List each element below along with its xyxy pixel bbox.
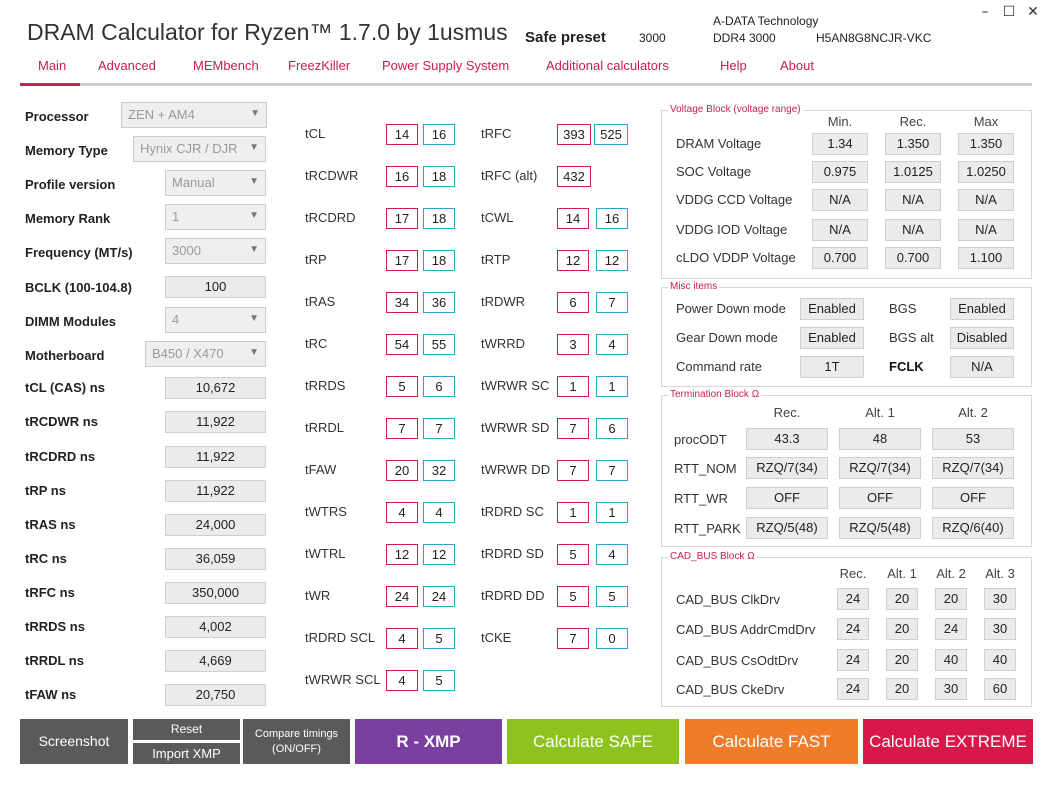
cad-bus-value[interactable]: 24 bbox=[935, 618, 967, 640]
tab-about[interactable]: About bbox=[780, 58, 814, 73]
termination-row-label: RTT_WR bbox=[674, 491, 728, 506]
voltage-row-label: DRAM Voltage bbox=[676, 136, 762, 151]
cad-bus-block-title: CAD_BUS Block Ω bbox=[670, 551, 755, 562]
cad-bus-header-0: Rec. bbox=[839, 566, 867, 581]
timing-tfaw-value[interactable]: 20 bbox=[386, 460, 418, 481]
memory-rank-select[interactable] bbox=[165, 204, 266, 230]
cad-bus-value[interactable]: 24 bbox=[837, 678, 869, 700]
termination-value[interactable]: OFF bbox=[746, 487, 828, 509]
voltage-value[interactable]: 1.0250 bbox=[958, 161, 1014, 183]
voltage-value[interactable]: 0.700 bbox=[885, 247, 941, 269]
voltage-value[interactable]: N/A bbox=[812, 219, 868, 241]
termination-value[interactable]: 53 bbox=[932, 428, 1014, 450]
timing-tcwl-alt-value[interactable]: 16 bbox=[596, 208, 628, 229]
timing-twrrd-label: tWRRD bbox=[481, 336, 526, 351]
chevron-down-icon: ▼ bbox=[249, 347, 259, 358]
termination-row-label: RTT_PARK bbox=[674, 521, 741, 536]
memory-rank-value: 1 bbox=[172, 209, 180, 224]
timing-trrdl-alt-value[interactable]: 7 bbox=[423, 418, 455, 439]
chevron-down-icon: ▼ bbox=[249, 210, 259, 221]
timing-tfaw-label: tFAW bbox=[305, 462, 337, 477]
trfc-ns-value: 350,000 bbox=[165, 582, 266, 604]
termination-header-2: Alt. 2 bbox=[958, 405, 988, 420]
cad-bus-value[interactable]: 30 bbox=[984, 588, 1016, 610]
trrdl-ns-label: tRRDL ns bbox=[25, 653, 84, 668]
timing-tras-label: tRAS bbox=[305, 294, 336, 309]
reset-button[interactable]: Reset bbox=[133, 719, 240, 740]
timing-tcke-label: tCKE bbox=[481, 630, 512, 645]
misc-label: BGS bbox=[889, 301, 917, 316]
timing-trdwr-value[interactable]: 6 bbox=[557, 292, 589, 313]
termination-value[interactable]: RZQ/5(48) bbox=[839, 517, 921, 539]
timing-tras-value[interactable]: 34 bbox=[386, 292, 418, 313]
misc-label: Command rate bbox=[676, 359, 762, 374]
memory-part-number: H5AN8G8NCJR-VKC bbox=[816, 31, 932, 45]
timing-twrwr-sc-alt-value[interactable]: 1 bbox=[596, 376, 628, 397]
cad-bus-row-label: CAD_BUS CkeDrv bbox=[676, 682, 785, 697]
timing-trtp-label: tRTP bbox=[481, 252, 511, 267]
cad-bus-value[interactable]: 20 bbox=[886, 588, 918, 610]
timing-twtrs-value[interactable]: 4 bbox=[386, 502, 418, 523]
processor-value: ZEN + AM4 bbox=[128, 107, 195, 122]
timing-trcdrd-alt-value[interactable]: 18 bbox=[423, 208, 455, 229]
compare-timings-button[interactable] bbox=[243, 719, 350, 764]
motherboard-value: B450 / X470 bbox=[152, 346, 224, 361]
trrds-ns-label: tRRDS ns bbox=[25, 619, 85, 634]
timing-tras-alt-value[interactable]: 36 bbox=[423, 292, 455, 313]
misc-value[interactable]: Enabled bbox=[800, 327, 864, 349]
memory-type-label: Memory Type bbox=[25, 143, 108, 158]
termination-header-1: Alt. 1 bbox=[865, 405, 895, 420]
timing-tcl-alt-value[interactable]: 16 bbox=[423, 124, 455, 145]
voltage-value[interactable]: 1.100 bbox=[958, 247, 1014, 269]
timing-trdrd-scl-label: tRDRD SCL bbox=[305, 630, 376, 645]
trc-ns-value: 36,059 bbox=[165, 548, 266, 570]
maximize-icon[interactable]: ☐ bbox=[1002, 4, 1016, 20]
cad-bus-value[interactable]: 24 bbox=[837, 618, 869, 640]
frequency-mt-s-select[interactable] bbox=[165, 238, 266, 264]
voltage-row-label: VDDG CCD Voltage bbox=[676, 192, 793, 207]
misc-value[interactable]: N/A bbox=[950, 356, 1014, 378]
compare-timings-state: (ON/OFF) bbox=[272, 743, 321, 755]
processor-label: Processor bbox=[25, 109, 89, 124]
misc-value[interactable]: Enabled bbox=[800, 298, 864, 320]
timing-trdrd-dd-alt-value[interactable]: 5 bbox=[596, 586, 628, 607]
timing-twrwr-sd-label: tWRWR SD bbox=[481, 420, 550, 435]
termination-value[interactable]: RZQ/7(34) bbox=[839, 457, 921, 479]
timing-trrds-alt-value[interactable]: 6 bbox=[423, 376, 455, 397]
timing-tfaw-alt-value[interactable]: 32 bbox=[423, 460, 455, 481]
tras-ns-label: tRAS ns bbox=[25, 517, 76, 532]
cad-bus-header-2: Alt. 2 bbox=[936, 566, 966, 581]
timing-trdrd-dd-label: tRDRD DD bbox=[481, 588, 545, 603]
timing-twr-value[interactable]: 24 bbox=[386, 586, 418, 607]
r-xmp-button[interactable]: R - XMP bbox=[355, 719, 502, 764]
timing-trp-alt-value[interactable]: 18 bbox=[423, 250, 455, 271]
memory-vendor: A-DATA Technology bbox=[713, 14, 819, 28]
tab-main[interactable]: Main bbox=[38, 58, 67, 73]
timing-tcl-value[interactable]: 14 bbox=[386, 124, 418, 145]
timing-trfc-alt-value[interactable]: 432 bbox=[557, 166, 591, 187]
tcl-cas-ns-label: tCL (CAS) ns bbox=[25, 380, 105, 395]
voltage-value[interactable]: 1.350 bbox=[958, 133, 1014, 155]
timing-twrwr-sc-value[interactable]: 1 bbox=[557, 376, 589, 397]
timing-trdwr-alt-value[interactable]: 7 bbox=[596, 292, 628, 313]
timing-tcke-alt-value[interactable]: 0 bbox=[596, 628, 628, 649]
termination-row-label: RTT_NOM bbox=[674, 461, 737, 476]
calculate-safe-button[interactable]: Calculate SAFE bbox=[507, 719, 679, 764]
motherboard-select[interactable] bbox=[145, 341, 266, 367]
misc-block-title: Misc items bbox=[670, 281, 718, 292]
timing-trdrd-scl-alt-value[interactable]: 5 bbox=[423, 628, 455, 649]
voltage-value[interactable]: 1.350 bbox=[885, 133, 941, 155]
processor-select[interactable] bbox=[121, 102, 267, 128]
timing-trdrd-sc-value[interactable]: 1 bbox=[557, 502, 589, 523]
timing-twtrs-alt-value[interactable]: 4 bbox=[423, 502, 455, 523]
calculate-fast-button[interactable]: Calculate FAST bbox=[685, 719, 858, 764]
screenshot-button[interactable]: Screenshot bbox=[20, 719, 128, 764]
timing-trp-value[interactable]: 17 bbox=[386, 250, 418, 271]
timing-twr-label: tWR bbox=[305, 588, 331, 603]
voltage-value[interactable]: N/A bbox=[885, 189, 941, 211]
chevron-down-icon: ▼ bbox=[249, 244, 259, 255]
timing-trcdrd-value[interactable]: 17 bbox=[386, 208, 418, 229]
timing-tcwl-value[interactable]: 14 bbox=[557, 208, 589, 229]
cad-bus-value[interactable]: 30 bbox=[984, 618, 1016, 640]
timing-twrwr-dd-value[interactable]: 7 bbox=[557, 460, 589, 481]
frequency-mt-s-value: 3000 bbox=[172, 243, 201, 258]
voltage-header-0: Min. bbox=[827, 114, 853, 129]
trrdl-ns-value: 4,669 bbox=[165, 650, 266, 672]
termination-value[interactable]: RZQ/5(48) bbox=[746, 517, 828, 539]
profile-version-label: Profile version bbox=[25, 177, 116, 192]
tfaw-ns-value: 20,750 bbox=[165, 684, 266, 706]
voltage-row-label: SOC Voltage bbox=[676, 164, 752, 179]
timing-trdrd-sd-value[interactable]: 5 bbox=[557, 544, 589, 565]
cad-bus-value[interactable]: 40 bbox=[984, 649, 1016, 671]
timing-trdrd-scl-value[interactable]: 4 bbox=[386, 628, 418, 649]
memory-ddr: DDR4 3000 bbox=[713, 31, 776, 45]
memory-rank-label: Memory Rank bbox=[25, 211, 111, 226]
timing-twtrs-label: tWTRS bbox=[305, 504, 347, 519]
timing-trcdrd-label: tRCDRD bbox=[305, 210, 356, 225]
timing-trdwr-label: tRDWR bbox=[481, 294, 526, 309]
dimm-modules-label: DIMM Modules bbox=[25, 314, 116, 329]
trfc-ns-label: tRFC ns bbox=[25, 585, 75, 600]
timing-trfc-alt-value[interactable]: 525 bbox=[594, 124, 628, 145]
calculate-extreme-button[interactable]: Calculate EXTREME bbox=[863, 719, 1033, 764]
tab-power-supply-system[interactable]: Power Supply System bbox=[382, 58, 510, 73]
chevron-down-icon: ▼ bbox=[250, 108, 260, 119]
close-icon[interactable]: ✕ bbox=[1027, 4, 1039, 20]
timing-trtp-value[interactable]: 12 bbox=[557, 250, 589, 271]
timing-trc-value[interactable]: 54 bbox=[386, 334, 418, 355]
cad-bus-value[interactable]: 30 bbox=[935, 678, 967, 700]
timing-twrwr-dd-label: tWRWR DD bbox=[481, 462, 551, 477]
tab-advanced[interactable]: Advanced bbox=[98, 58, 156, 73]
timing-twrwr-scl-label: tWRWR SCL bbox=[305, 672, 381, 687]
chevron-down-icon: ▼ bbox=[249, 142, 259, 153]
memory-type-select[interactable] bbox=[133, 136, 266, 162]
timing-trcdwr-label: tRCDWR bbox=[305, 168, 359, 183]
misc-label: Gear Down mode bbox=[676, 330, 778, 345]
timing-twrrd-value[interactable]: 3 bbox=[557, 334, 589, 355]
cad-bus-value[interactable]: 20 bbox=[886, 618, 918, 640]
misc-label: BGS alt bbox=[889, 330, 934, 345]
misc-label: Power Down mode bbox=[676, 301, 786, 316]
voltage-value[interactable]: 0.700 bbox=[812, 247, 868, 269]
misc-label: FCLK bbox=[889, 359, 924, 374]
timing-twrwr-sd-alt-value[interactable]: 6 bbox=[596, 418, 628, 439]
trp-ns-value: 11,922 bbox=[165, 480, 266, 502]
tab-membench[interactable]: MEMbench bbox=[193, 58, 259, 73]
termination-value[interactable]: RZQ/7(34) bbox=[746, 457, 828, 479]
cad-bus-row-label: CAD_BUS CsOdtDrv bbox=[676, 653, 799, 668]
voltage-value[interactable]: N/A bbox=[885, 219, 941, 241]
cad-bus-value[interactable]: 24 bbox=[837, 649, 869, 671]
trcdwr-ns-label: tRCDWR ns bbox=[25, 414, 98, 429]
timing-tcl-label: tCL bbox=[305, 126, 326, 141]
trcdwr-ns-value: 11,922 bbox=[165, 411, 266, 433]
trrds-ns-value: 4,002 bbox=[165, 616, 266, 638]
timing-trdrd-sd-label: tRDRD SD bbox=[481, 546, 544, 561]
motherboard-label: Motherboard bbox=[25, 348, 105, 363]
timing-trtp-alt-value[interactable]: 12 bbox=[596, 250, 628, 271]
timing-trfc-value[interactable]: 393 bbox=[557, 124, 591, 145]
termination-value[interactable]: OFF bbox=[839, 487, 921, 509]
timing-trrdl-value[interactable]: 7 bbox=[386, 418, 418, 439]
app-title: DRAM Calculator for Ryzen™ 1.7.0 by 1usmus bbox=[27, 19, 508, 45]
cad-bus-value[interactable]: 40 bbox=[935, 649, 967, 671]
timing-twrwr-sd-value[interactable]: 7 bbox=[557, 418, 589, 439]
termination-value[interactable]: RZQ/7(34) bbox=[932, 457, 1014, 479]
termination-value[interactable]: RZQ/6(40) bbox=[932, 517, 1014, 539]
timing-trrdl-label: tRRDL bbox=[305, 420, 345, 435]
termination-value[interactable]: OFF bbox=[932, 487, 1014, 509]
timing-trcdwr-alt-value[interactable]: 18 bbox=[423, 166, 455, 187]
chevron-down-icon: ▼ bbox=[249, 176, 259, 187]
termination-row-label: procODT bbox=[674, 432, 727, 447]
cad-bus-header-1: Alt. 1 bbox=[887, 566, 917, 581]
timing-twtrl-alt-value[interactable]: 12 bbox=[423, 544, 455, 565]
trcdrd-ns-label: tRCDRD ns bbox=[25, 449, 96, 464]
nav-divider bbox=[20, 83, 1032, 86]
voltage-value[interactable]: 1.0125 bbox=[885, 161, 941, 183]
termination-block-title: Termination Block Ω bbox=[670, 389, 760, 400]
timing-tcwl-label: tCWL bbox=[481, 210, 514, 225]
timing-twrwr-sc-label: tWRWR SC bbox=[481, 378, 550, 393]
trp-ns-label: tRP ns bbox=[25, 483, 66, 498]
bclk-100-104-8-label: BCLK (100-104.8) bbox=[25, 280, 132, 295]
misc-value[interactable]: Enabled bbox=[950, 298, 1014, 320]
dimm-modules-select[interactable] bbox=[165, 307, 266, 333]
timing-twrwr-scl-alt-value[interactable]: 5 bbox=[423, 670, 455, 691]
bclk-100-104-8-input[interactable]: 100 bbox=[165, 276, 266, 298]
voltage-block-title: Voltage Block (voltage range) bbox=[670, 104, 801, 115]
timing-tcke-value[interactable]: 7 bbox=[557, 628, 589, 649]
timing-trrds-label: tRRDS bbox=[305, 378, 346, 393]
cad-bus-header-3: Alt. 3 bbox=[985, 566, 1015, 581]
timing-trrds-value[interactable]: 5 bbox=[386, 376, 418, 397]
cad-bus-value[interactable]: 20 bbox=[886, 649, 918, 671]
timing-trdrd-sc-alt-value[interactable]: 1 bbox=[596, 502, 628, 523]
timing-twrwr-dd-alt-value[interactable]: 7 bbox=[596, 460, 628, 481]
tab-additional-calculators[interactable]: Additional calculators bbox=[546, 58, 669, 73]
timing-trfc-label: tRFC bbox=[481, 126, 512, 141]
timing-twtrl-value[interactable]: 12 bbox=[386, 544, 418, 565]
preset-value: 3000 bbox=[639, 31, 666, 45]
voltage-row-label: cLDO VDDP Voltage bbox=[676, 250, 796, 265]
timing-trc-alt-value[interactable]: 55 bbox=[423, 334, 455, 355]
timing-trdrd-sc-label: tRDRD SC bbox=[481, 504, 544, 519]
dimm-modules-value: 4 bbox=[172, 312, 180, 327]
trc-ns-label: tRC ns bbox=[25, 551, 67, 566]
termination-header-0: Rec. bbox=[773, 405, 801, 420]
cad-bus-value[interactable]: 24 bbox=[837, 588, 869, 610]
tab-help[interactable]: Help bbox=[720, 58, 747, 73]
preset-label: Safe preset bbox=[525, 29, 606, 46]
tras-ns-value: 24,000 bbox=[165, 514, 266, 536]
timing-twrwr-scl-value[interactable]: 4 bbox=[386, 670, 418, 691]
timing-trcdwr-value[interactable]: 16 bbox=[386, 166, 418, 187]
timing-trp-label: tRP bbox=[305, 252, 327, 267]
memory-type-value: Hynix CJR / DJR bbox=[140, 141, 238, 156]
frequency-mt-s-label: Frequency (MT/s) bbox=[25, 245, 133, 260]
voltage-header-2: Max bbox=[973, 114, 999, 129]
minimize-icon[interactable]: – bbox=[981, 4, 989, 20]
timing-trc-label: tRC bbox=[305, 336, 328, 351]
compare-timings-label: Compare timings bbox=[254, 728, 339, 740]
cad-bus-row-label: CAD_BUS AddrCmdDrv bbox=[676, 622, 816, 637]
misc-value[interactable]: 1T bbox=[800, 356, 864, 378]
voltage-value[interactable]: N/A bbox=[958, 219, 1014, 241]
tfaw-ns-label: tFAW ns bbox=[25, 687, 77, 702]
timing-trdrd-sd-alt-value[interactable]: 4 bbox=[596, 544, 628, 565]
cad-bus-value[interactable]: 20 bbox=[886, 678, 918, 700]
timing-trfc-alt-label: tRFC (alt) bbox=[481, 168, 538, 183]
chevron-down-icon: ▼ bbox=[249, 313, 259, 324]
termination-value[interactable]: 43.3 bbox=[746, 428, 828, 450]
tcl-cas-ns-value: 10,672 bbox=[165, 377, 266, 399]
voltage-value[interactable]: N/A bbox=[958, 189, 1014, 211]
voltage-value[interactable]: 1.34 bbox=[812, 133, 868, 155]
nav-active-indicator bbox=[20, 83, 80, 86]
import-xmp-button[interactable]: Import XMP bbox=[133, 743, 240, 764]
timing-twtrl-label: tWTRL bbox=[305, 546, 346, 561]
voltage-row-label: VDDG IOD Voltage bbox=[676, 222, 788, 237]
voltage-header-1: Rec. bbox=[899, 114, 927, 129]
timing-trdrd-dd-value[interactable]: 5 bbox=[557, 586, 589, 607]
cad-bus-row-label: CAD_BUS ClkDrv bbox=[676, 592, 781, 607]
profile-version-select[interactable] bbox=[165, 170, 266, 196]
termination-value[interactable]: 48 bbox=[839, 428, 921, 450]
profile-version-value: Manual bbox=[172, 175, 215, 190]
voltage-value[interactable]: 0.975 bbox=[812, 161, 868, 183]
trcdrd-ns-value: 11,922 bbox=[165, 446, 266, 468]
tab-freezkiller[interactable]: FreezKiller bbox=[288, 58, 351, 73]
cad-bus-value[interactable]: 20 bbox=[935, 588, 967, 610]
timing-twrrd-alt-value[interactable]: 4 bbox=[596, 334, 628, 355]
timing-twr-alt-value[interactable]: 24 bbox=[423, 586, 455, 607]
misc-value[interactable]: Disabled bbox=[950, 327, 1014, 349]
cad-bus-value[interactable]: 60 bbox=[984, 678, 1016, 700]
voltage-value[interactable]: N/A bbox=[812, 189, 868, 211]
